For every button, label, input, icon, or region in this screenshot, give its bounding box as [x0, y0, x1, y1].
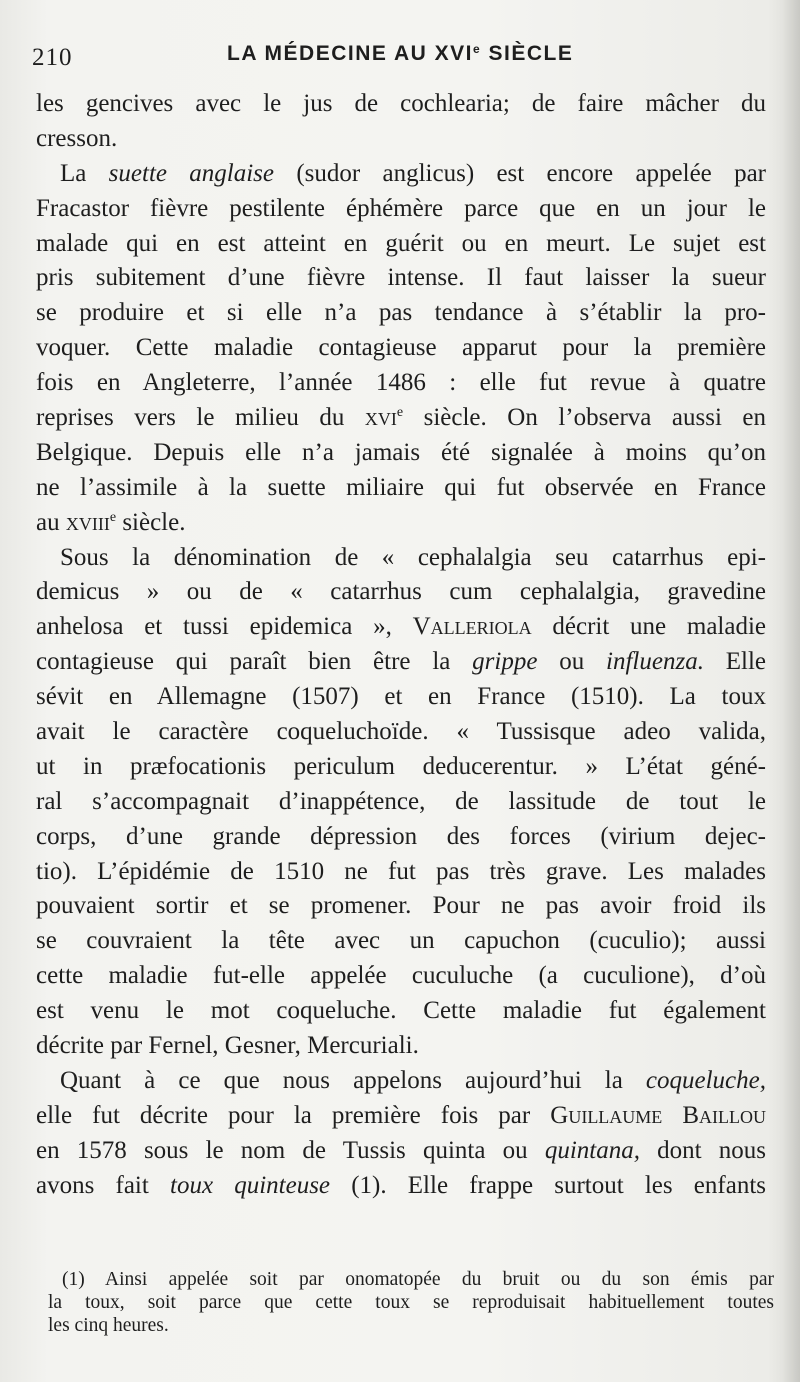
text-segment: se couvraient la tête avec un capuchon (cuculio); aussi — [36, 927, 766, 955]
text-line — [36, 192, 766, 227]
footnote-line: la toux, soit parce que cette toux se reproduisait habituellement toutes — [48, 1292, 774, 1313]
footnote-line: les cinq heures. — [48, 1315, 169, 1336]
italic-text: grippe — [472, 648, 538, 676]
text-segment: siècle. On l’observa aussi en — [403, 404, 766, 432]
text-segment: Sous la dénomination de « cephalalgia seu catarrhus epi- — [60, 543, 766, 571]
text-line — [36, 889, 766, 924]
text-segment: ou — [537, 648, 607, 676]
italic-text: suette anglaise — [108, 159, 275, 187]
text-line — [36, 1099, 766, 1134]
text-segment: malade qui en est atteint en guérit ou en meurt. Le sujet est — [36, 229, 766, 257]
running-title-text: LA MÉDECINE AU XVI — [227, 42, 473, 65]
text-segment: elle fut décrite pour la première fois par — [36, 1101, 551, 1129]
text-line — [36, 680, 766, 715]
text-line — [36, 261, 766, 296]
text-segment: siècle. — [116, 508, 186, 536]
text-segment: contagieuse qui paraît bien être la — [36, 648, 473, 676]
page-number: 210 — [32, 44, 73, 71]
text-segment: Elle — [703, 648, 767, 676]
text-segment: reprises vers le milieu du — [36, 404, 365, 432]
text-segment: Quant à ce que nous appelons aujourd’hui la — [60, 1066, 646, 1094]
text-segment: cresson. — [36, 124, 118, 152]
text-segment: est venu le mot coqueluche. Cette maladie fut également — [36, 997, 766, 1025]
text-segment: ut in præfocationis periculum deducerentur. » L’état géné- — [36, 752, 766, 780]
text-line — [36, 1064, 766, 1099]
small-caps-text: xviii — [65, 508, 110, 536]
text-line — [36, 855, 766, 890]
text-line — [36, 715, 766, 750]
italic-text: quintana, — [544, 1136, 640, 1164]
superscript-text: e — [396, 405, 404, 421]
running-title-superscript: e — [472, 42, 482, 56]
text-segment: dont nous — [639, 1136, 766, 1164]
italic-text: influenza. — [606, 648, 704, 676]
text-line — [36, 541, 766, 576]
text-line — [36, 1029, 766, 1064]
text-line — [36, 750, 766, 785]
text-line — [36, 575, 766, 610]
text-segment: (sudor anglicus) est encore appelée par — [274, 159, 766, 187]
text-segment: avait le caractère coqueluchoïde. « Tussisque adeo valida, — [36, 718, 766, 746]
text-segment: Fracastor fièvre pestilente éphémère parce que en un jour le — [36, 194, 766, 222]
text-segment: anhelosa et tussi epidemica », — [36, 613, 413, 641]
small-caps-text: Valleriola — [412, 613, 532, 641]
small-caps-text: xvi — [364, 404, 397, 432]
text-segment: ral s’accompagnait d’inappétence, de lassitude de tout le — [36, 787, 766, 815]
text-line — [36, 296, 766, 331]
text-segment: cette maladie fut-elle appelée cuculuche (a cuculione), d’où — [36, 962, 766, 990]
text-segment: avons fait — [36, 1171, 170, 1199]
text-segment: La — [60, 159, 109, 187]
running-title — [227, 42, 573, 66]
text-segment: corps, d’une grande dépression des forces (virium dejec- — [36, 822, 766, 850]
text-segment: sévit en Allemagne (1507) et en France (1510). La toux — [36, 683, 766, 711]
italic-text: coqueluche, — [645, 1066, 766, 1094]
text-segment: en 1578 sous le nom de Tussis quinta ou — [36, 1136, 545, 1164]
text-segment: au — [36, 508, 66, 536]
text-line — [36, 610, 766, 645]
text-line — [36, 1169, 766, 1204]
text-line — [36, 471, 766, 506]
text-line — [36, 994, 766, 1029]
text-segment: décrite par Fernel, Gesner, Mercuriali. — [36, 1032, 419, 1060]
running-title-end: SIÈCLE — [481, 42, 574, 65]
footnote-line: (1) Ainsi appelée soit par onomatopée du bruit ou du son émis par — [62, 1269, 774, 1290]
text-line — [36, 645, 766, 680]
text-segment: pris subitement d’une fièvre intense. Il faut laisser la sueur — [36, 264, 766, 292]
body-text — [36, 87, 766, 1204]
text-line — [36, 122, 766, 157]
text-segment: fois en Angleterre, l’année 1486 : elle fut revue à quatre — [36, 369, 766, 397]
text-line — [36, 959, 766, 994]
text-segment: se produire et si elle n’a pas tendance à s’établir la pro- — [36, 299, 766, 327]
text-segment: voquer. Cette maladie contagieuse apparut pour la première — [36, 334, 766, 362]
text-segment: tio). L’épidémie de 1510 ne fut pas très grave. Les malades — [36, 857, 766, 885]
footnotes — [48, 1268, 774, 1337]
italic-text: toux quinteuse — [170, 1171, 331, 1199]
text-segment: pouvaient sortir et se promener. Pour ne pas avoir froid ils — [36, 892, 766, 920]
text-segment: (1). Elle frappe surtout les enfants — [330, 1171, 766, 1199]
superscript-text: e — [109, 509, 117, 525]
text-line — [36, 157, 766, 192]
small-caps-text: Guillaume Baillou — [550, 1101, 766, 1129]
text-line — [36, 331, 766, 366]
text-segment: demicus » ou de « catarrhus cum cephalalgia, gravedine — [36, 578, 766, 606]
text-line — [36, 366, 766, 401]
text-line — [36, 227, 766, 262]
text-segment: les gencives avec le jus de cochlearia; de faire mâcher du — [36, 90, 766, 117]
text-line — [36, 436, 766, 471]
text-line — [36, 506, 766, 541]
text-line — [36, 1134, 766, 1169]
text-line — [36, 820, 766, 855]
text-line — [36, 785, 766, 820]
text-line — [36, 924, 766, 959]
text-segment: décrit une maladie — [531, 613, 767, 641]
running-head — [32, 40, 772, 76]
page-edge-shadow — [782, 0, 800, 1382]
text-line — [36, 401, 766, 436]
text-segment: ne l’assimile à la suette miliaire qui fut observée en France — [36, 473, 766, 501]
text-line — [36, 87, 766, 122]
text-segment: Belgique. Depuis elle n’a jamais été signalée à moins qu’on — [36, 438, 766, 466]
